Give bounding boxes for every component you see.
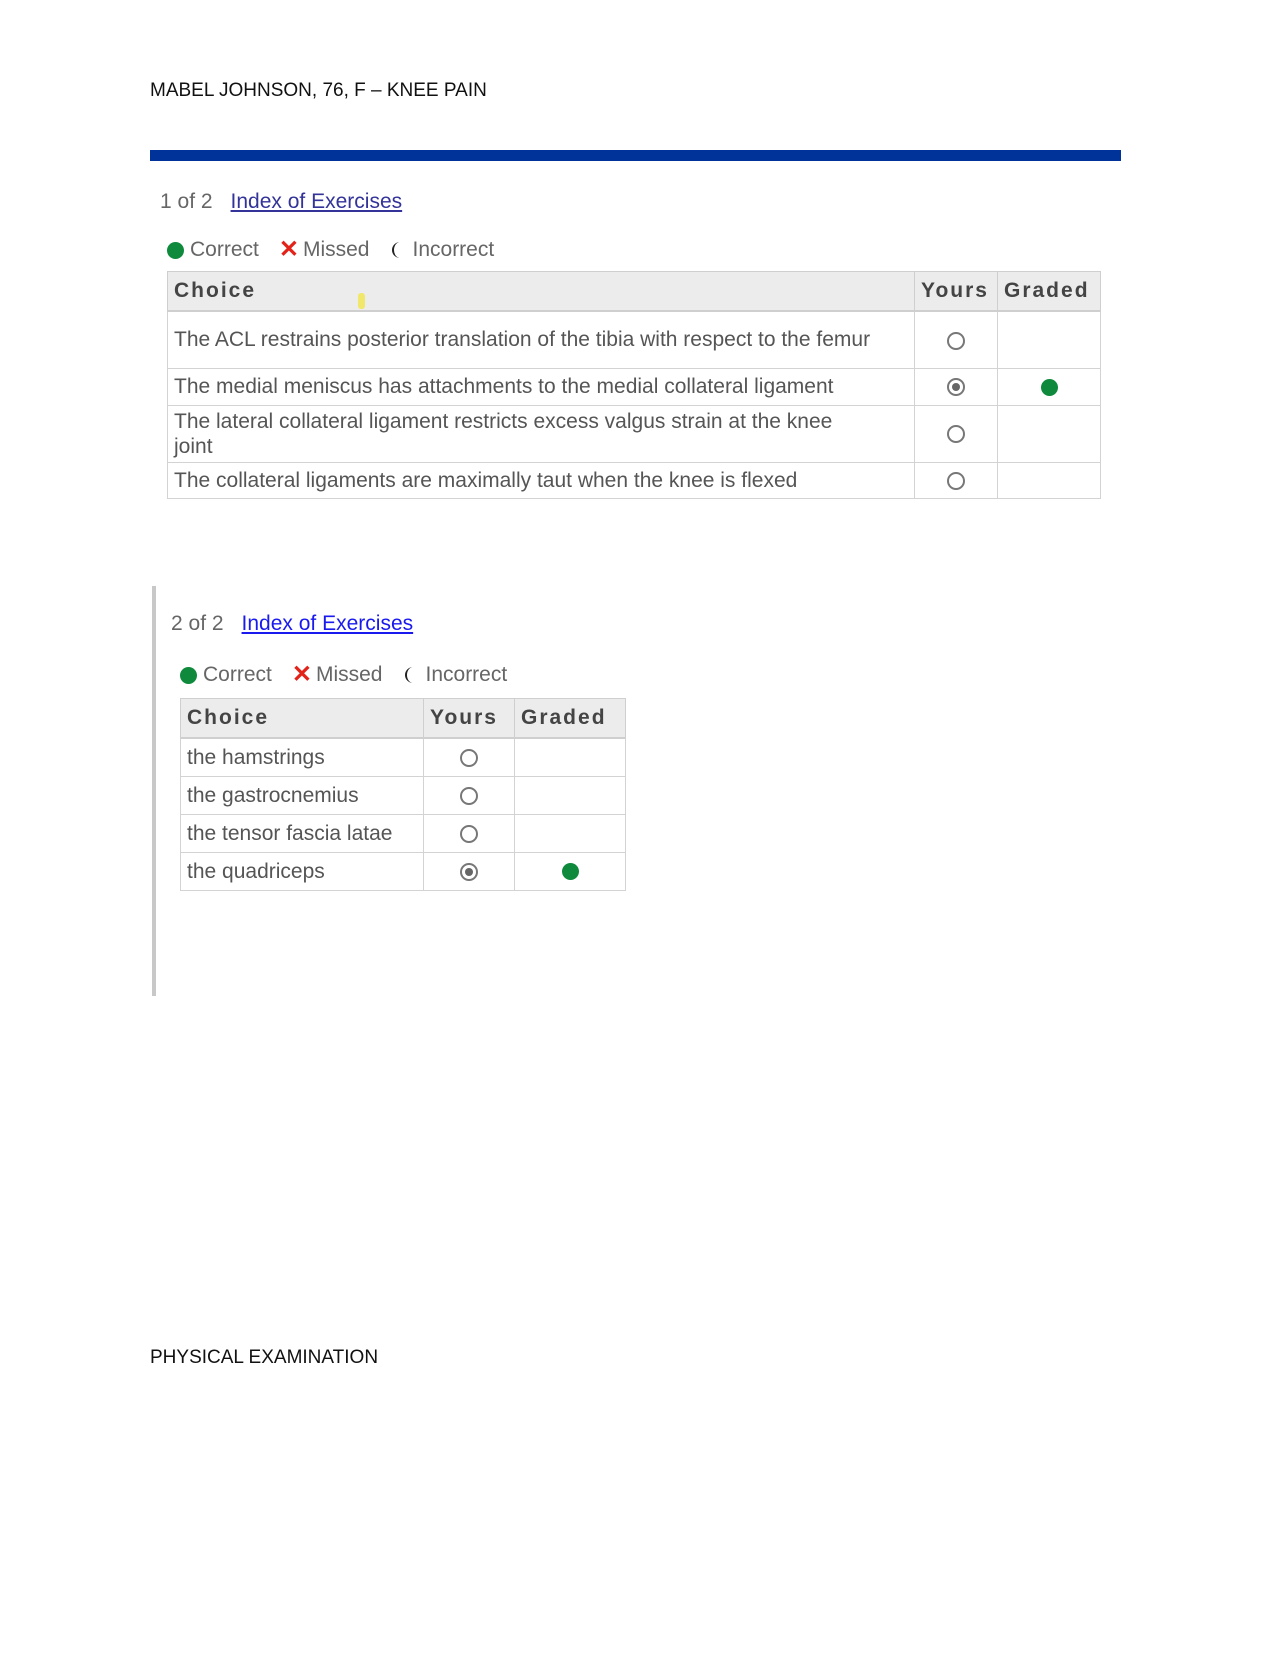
exercise2-heading — [171, 612, 413, 636]
correct-dot-icon — [167, 242, 184, 259]
document-footer: PHYSICAL EXAMINATION — [150, 1347, 379, 1368]
column-yours: Yours — [424, 699, 515, 739]
table-row — [181, 738, 626, 776]
exercise1-table — [167, 271, 1101, 499]
legend-correct: Correct — [180, 663, 272, 687]
legend-missed: ✕ Missed — [291, 661, 383, 688]
exercise2-counter: 2 of 2 — [171, 612, 224, 635]
legend-correct: Correct — [167, 238, 259, 262]
exercise2-left-border — [152, 586, 156, 996]
choice-text: The medial meniscus has attachments to the medial collateral ligament — [168, 368, 915, 405]
radio-icon[interactable] — [460, 825, 478, 843]
legend-missed: ✕ Missed — [278, 236, 370, 263]
choice-text: the gastrocnemius — [181, 776, 424, 814]
choice-text: The ACL restrains posterior translation of the tibia with respect to the femur — [168, 311, 915, 368]
exercise2-index-link[interactable]: Index of Exercises — [241, 612, 414, 635]
graded-correct-dot-icon — [1041, 379, 1058, 396]
radio-icon[interactable] — [947, 332, 965, 350]
choice-text: the hamstrings — [181, 738, 424, 776]
header-rule — [150, 150, 1121, 161]
column-graded: Graded — [998, 272, 1101, 312]
radio-icon[interactable] — [460, 787, 478, 805]
choice-text: the quadriceps — [181, 852, 424, 890]
table-row — [168, 462, 1101, 498]
exercise2-legend — [180, 663, 527, 687]
table-row — [181, 852, 626, 890]
column-yours: Yours — [915, 272, 998, 312]
exercise1-counter: 1 of 2 — [160, 190, 213, 213]
table-row — [181, 776, 626, 814]
incorrect-half-moon-icon — [390, 241, 406, 259]
legend-incorrect: Incorrect — [403, 663, 508, 687]
table-row — [181, 814, 626, 852]
missed-x-icon: ✕ — [278, 236, 299, 263]
exercise1-heading — [160, 190, 402, 214]
column-graded: Graded — [515, 699, 626, 739]
radio-icon[interactable] — [947, 425, 965, 443]
graded-correct-dot-icon — [562, 863, 579, 880]
highlight-marker — [358, 293, 365, 309]
legend-incorrect: Incorrect — [390, 238, 495, 262]
correct-dot-icon — [180, 667, 197, 684]
radio-icon[interactable] — [460, 749, 478, 767]
table-row — [168, 368, 1101, 405]
table-row — [168, 311, 1101, 368]
column-choice: Choice — [181, 699, 424, 739]
radio-icon[interactable] — [947, 472, 965, 490]
exercise2-table — [180, 698, 626, 891]
exercise1-index-link[interactable]: Index of Exercises — [230, 190, 403, 213]
choice-text: the tensor fascia latae — [181, 814, 424, 852]
radio-selected-icon[interactable] — [947, 378, 965, 396]
incorrect-half-moon-icon — [403, 666, 419, 684]
choice-text: The lateral collateral ligament restricts excess valgus strain at the knee joint — [168, 405, 915, 462]
column-choice: Choice — [168, 272, 915, 312]
radio-selected-icon[interactable] — [460, 863, 478, 881]
exercise1-legend — [167, 238, 514, 262]
missed-x-icon: ✕ — [291, 661, 312, 688]
document-header: MABEL JOHNSON, 76, F – KNEE PAIN — [150, 80, 487, 101]
choice-text: The collateral ligaments are maximally taut when the knee is flexed — [168, 462, 915, 498]
table-row — [168, 405, 1101, 462]
